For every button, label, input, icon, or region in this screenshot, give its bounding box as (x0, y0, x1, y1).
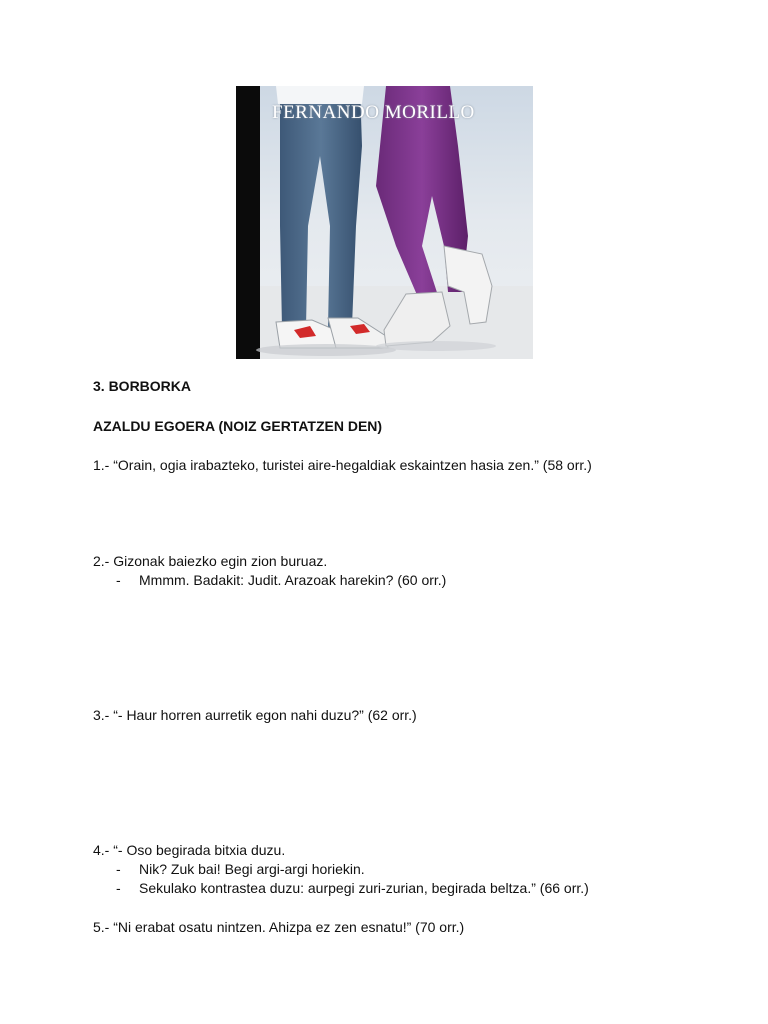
list-item: 4.- “- Oso begirada bitxia duzu. (93, 842, 286, 858)
bullet-dash: - (116, 861, 121, 877)
dialogue-line (116, 861, 365, 878)
bullet-dash: - (116, 880, 121, 896)
dialogue-text: Mmmm. Badakit: Judit. Arazoak harekin? (60 orr.) (139, 572, 447, 588)
dialogue-line (116, 880, 589, 897)
dialogue-line (116, 572, 446, 589)
section-heading: 3. BORBORKA (93, 378, 192, 394)
list-item: 2.- Gizonak baiezko egin zion buruaz. (93, 553, 328, 569)
cover-illustration (236, 86, 533, 359)
list-item: 3.- “- Haur horren aurretik egon nahi duzu?” (62 orr.) (93, 707, 417, 723)
dialogue-text: Sekulako kontrastea duzu: aurpegi zuri-zurian, begirada beltza.” (66 orr.) (139, 880, 589, 896)
cover-author-name: FERNANDO MORILLO (272, 102, 475, 123)
list-item: 1.- “Orain, ogia irabazteko, turistei aire-hegaldiak eskaintzen hasia zen.” (58 orr.) (93, 457, 592, 473)
dialogue-text: Nik? Zuk bai! Begi argi-argi horiekin. (139, 861, 365, 877)
list-item: 5.- “Ni erabat osatu nintzen. Ahizpa ez zen esnatu!” (70 orr.) (93, 919, 465, 935)
section-subheading: AZALDU EGOERA (NOIZ GERTATZEN DEN) (93, 418, 383, 434)
book-cover-image (236, 86, 533, 359)
bullet-dash: - (116, 572, 121, 588)
